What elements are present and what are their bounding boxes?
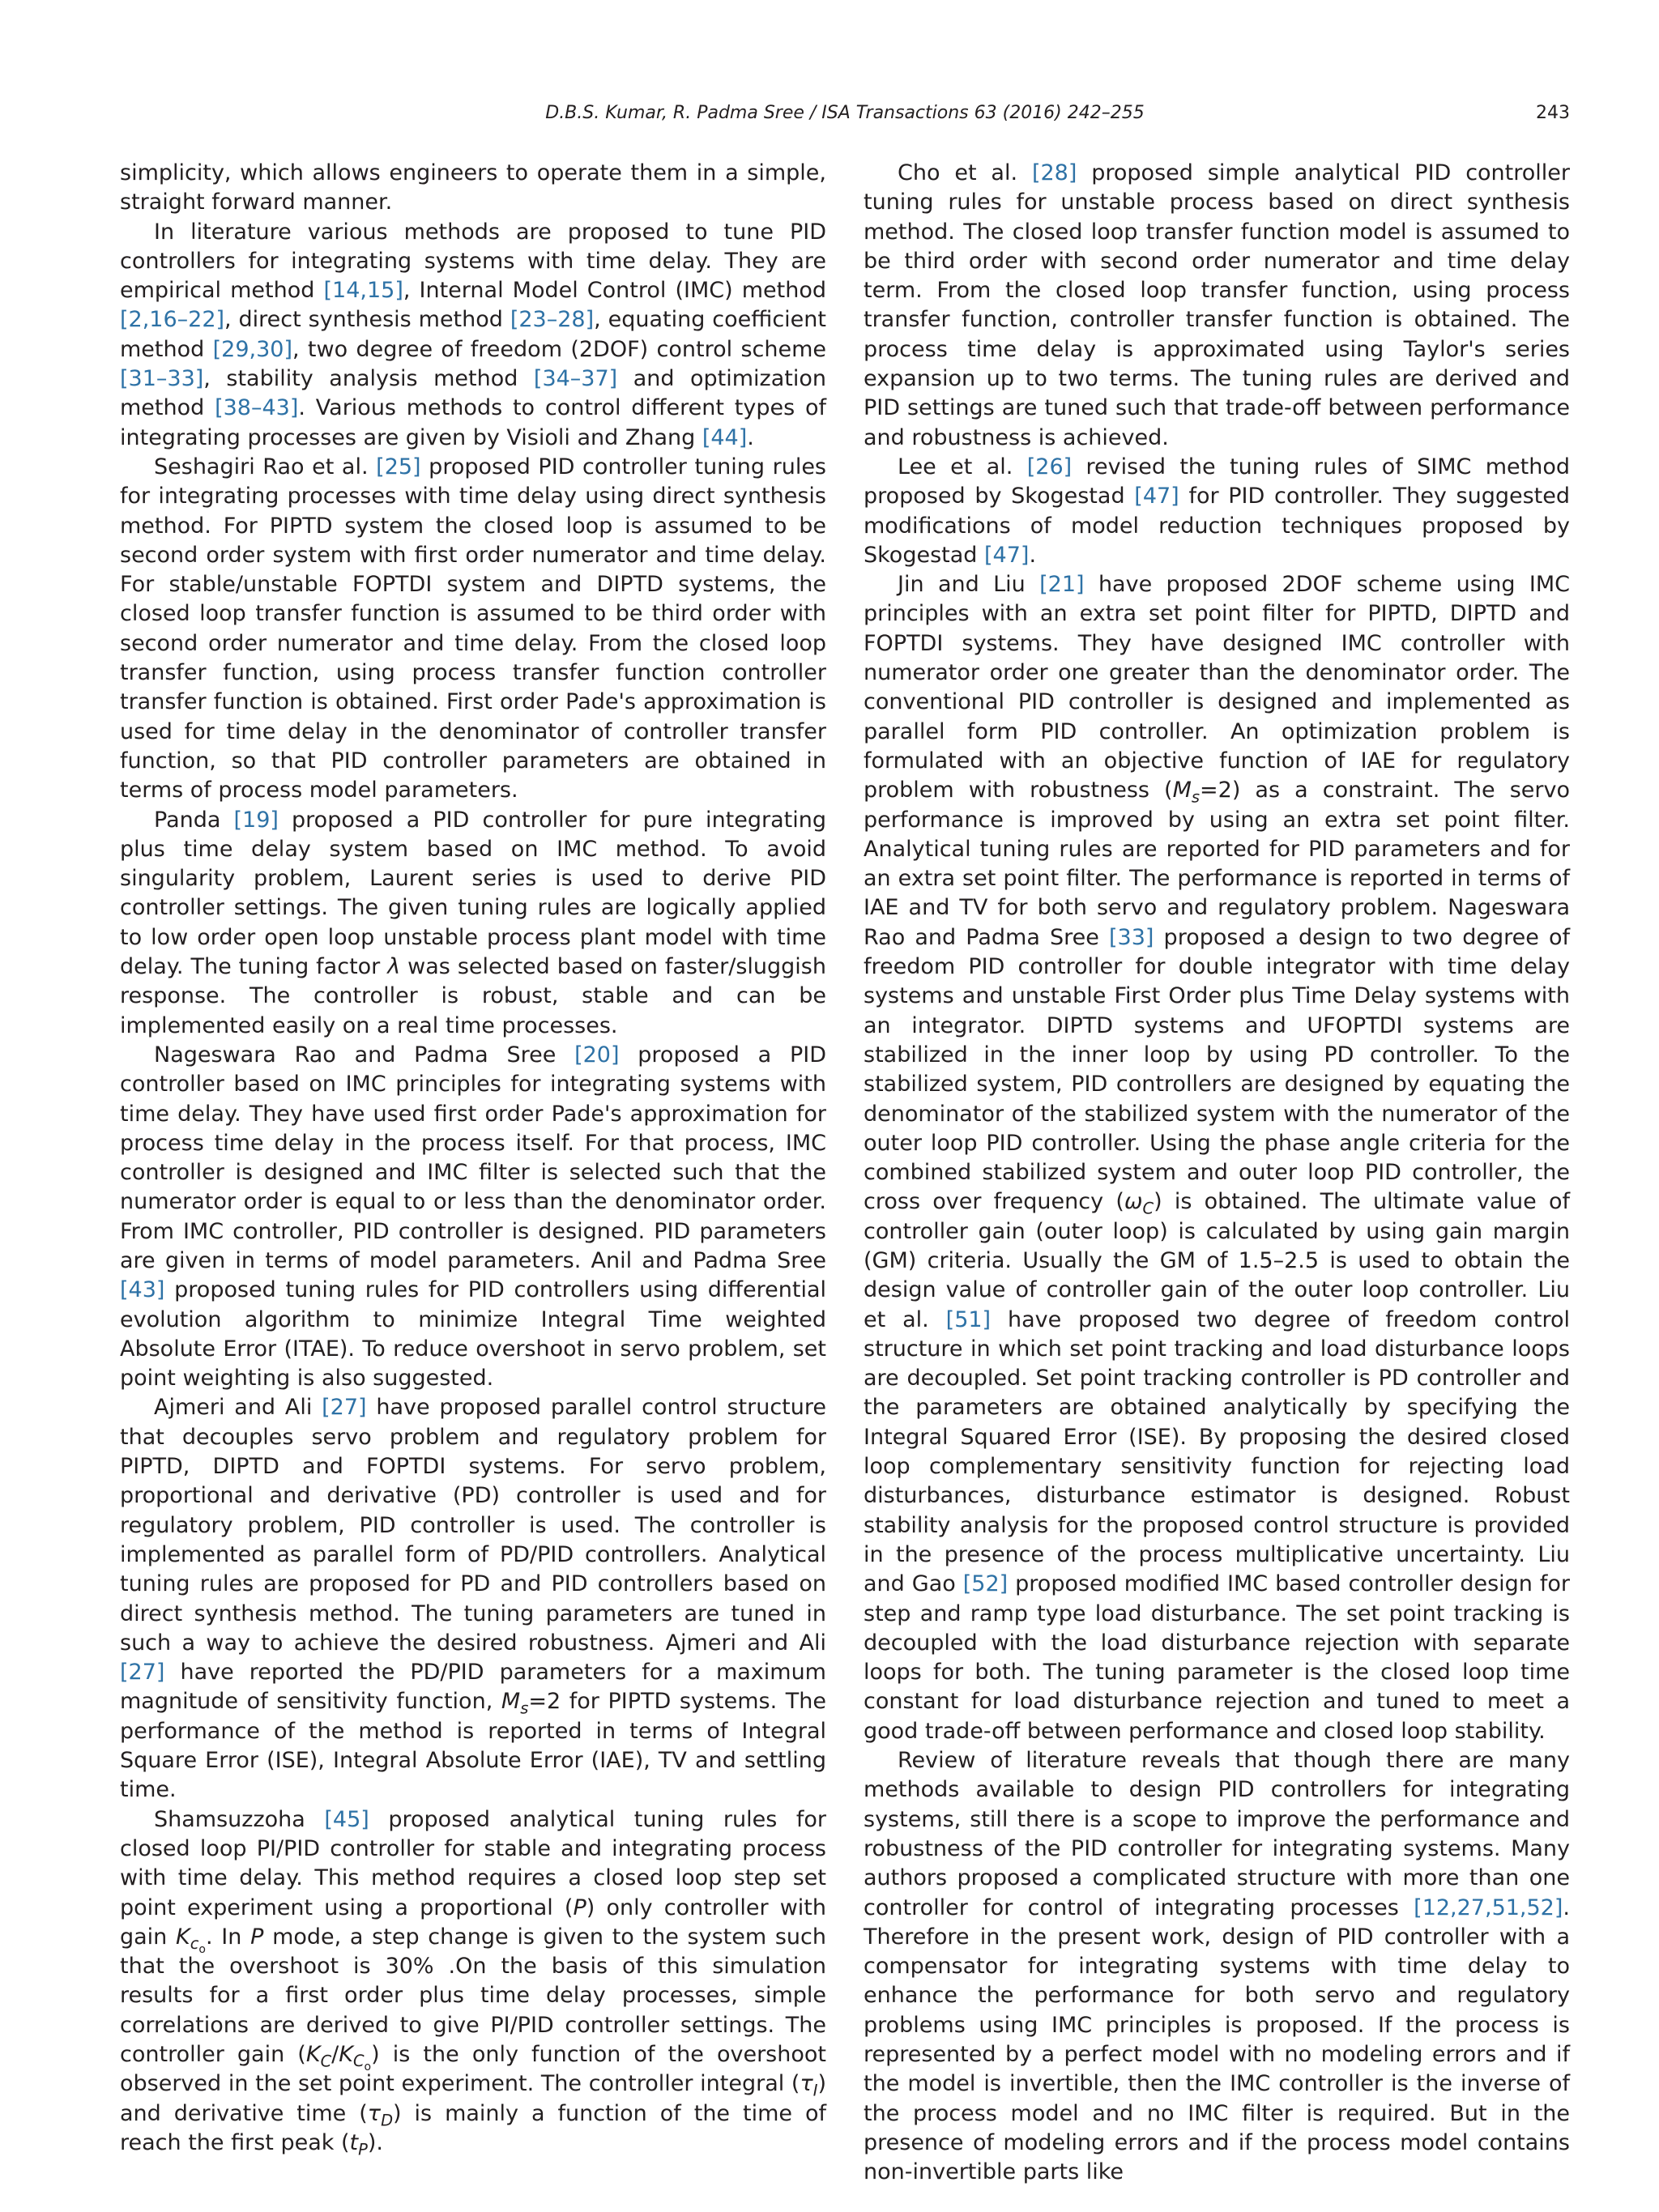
running-head <box>120 97 1570 130</box>
left-column <box>120 159 826 2158</box>
paragraph: In literature various methods are proposed to tune PID controllers for integrating systems with time delay. They are empirical method [14,15], Internal Model Control (IMC) method [2,16–22], direct synthesis method [23–28], equating coefficient method [29,30], two degree of freedom (2DOF) control scheme [31–33], stability analysis method [34–37] and optimization method [38–43]. Various methods to control different types of integrating processes are given by Visioli and Zhang [44]. <box>120 219 827 450</box>
paragraph: Cho et al. [28] proposed simple analytical PID controller tuning rules for unstable process based on direct synthesis method. The closed loop transfer function model is assumed to be third order with second order numerator and time delay term. From the closed loop transfer function, using process transfer function, controller transfer function is obtained. The process time delay is approximated using Taylor's series expansion up to two terms. The tuning rules are derived and PID settings are tuned such that trade-off between performance and robustness is achieved. <box>864 160 1570 450</box>
right-column <box>864 159 1570 2187</box>
page-number: 243 <box>1536 103 1570 123</box>
paragraph: Lee et al. [26] revised the tuning rules of SIMC method proposed by Skogestad [47] for PID controller. They suggested modifications of model reduction techniques proposed by Skogestad [47]. <box>864 454 1570 568</box>
paragraph: Shamsuzzoha [45] proposed analytical tuning rules for closed loop PI/PID controller for stable and integrating process with time delay. This method requires a closed loop step set point experiment using a proportional (P) only controller with gain $K_{c_o}$. In P mode, a step change is given to the system such that the overshoot is 30% .On the basis of this simulation results for a first order plus time delay processes, simple correlations are derived to give PI/PID controller settings. The controller gain $(K_C/K_{C_o})$ is the only function of the overshoot observed in the set point experiment. The controller integral $(\tau_I)$ and derivative time $(\tau_D)$ is mainly a function of the time of reach the first peak $(t_P)$. <box>120 1806 827 2159</box>
paragraph: Ajmeri and Ali [27] have proposed parallel control structure that decouples servo problem and regulatory problem for PIPTD, DIPTD and FOPTDI systems. For servo problem, proportional and derivative (PD) controller is used and for regulatory problem, PID controller is used. The controller is implemented as parallel form of PD/PID controllers. Analytical tuning rules are proposed for PD and PID controllers based on direct synthesis method. The tuning parameters are tuned in such a way to achieve the desired robustness. Ajmeri and Ali [27] have reported the PD/PID parameters for a maximum magnitude of sensitivity function, $M_s=2$ for PIPTD systems. The performance of the method is reported in terms of Integral Square Error (ISE), Integral Absolute Error (IAE), TV and settling time. <box>120 1395 826 1803</box>
paragraph: Review of literature reveals that though there are many methods available to design PID controllers for integrating systems, still there is a scope to improve the performance and robustness of the PID controller for integrating systems. Many authors proposed a complicated structure with more than one controller for control of integrating processes [12,27,51,52]. Therefore in the present work, design of PID controller with a compensator for integrating systems with time delay to enhance the performance for both servo and regulatory problems using IMC principles is proposed. If the process is represented by a perfect model with no modeling errors and if the model is invertible, then the IMC controller is the inverse of the process model and no IMC filter is required. But in the presence of modeling errors and if the process model contains non-invertible parts like <box>864 1748 1570 2185</box>
journal-reference: D.B.S. Kumar, R. Padma Sree / ISA Transactions 63 (2016) 242–255 <box>545 103 1145 123</box>
paragraph: Nageswara Rao and Padma Sree [20] proposed a PID controller based on IMC principles for integrating systems with time delay. They have used first order Pade's approximation for process time delay in the process itself. For that process, IMC controller is designed and IMC filter is selected such that the numerator order is equal to or less than the denominator order. From IMC controller, PID controller is designed. PID parameters are given in terms of model parameters. Anil and Padma Sree [43] proposed tuning rules for PID controllers using differential evolution algorithm to minimize Integral Time weighted Absolute Error (ITAE). To reduce overshoot in servo problem, set point weighting is also suggested. <box>120 1042 827 1392</box>
paragraph: simplicity, which allows engineers to operate them in a simple, straight forward manner. <box>120 160 826 215</box>
paragraph: Jin and Liu [21] have proposed 2DOF scheme using IMC principles with an extra set point filter for PIPTD, DIPTD and FOPTDI systems. They have designed IMC controller with numerator order one greater than the denominator order. The conventional PID controller is designed and implemented as parallel form PID controller. An optimization problem is formulated with an objective function of IAE for regulatory problem with robustness $(M_s=2)$ as a constraint. The servo performance is improved by using an extra set point filter. Analytical tuning rules are reported for PID parameters and for an extra set point filter. The performance is reported in terms of IAE and TV for both servo and regulatory problem. Nageswara Rao and Padma Sree [33] proposed a design to two degree of freedom PID controller for double integrator with time delay systems and unstable First Order plus Time Delay systems with an integrator. DIPTD systems and UFOPTDI systems are stabilized in the inner loop by using PD controller. To the stabilized system, PID controllers are designed by equating the denominator of the stabilized system with the numerator of the outer loop PID controller. Using the phase angle criteria for the combined stabilized system and outer loop PID controller, the cross over frequency $(\omega_C)$ is obtained. The ultimate value of controller gain (outer loop) is calculated by using gain margin (GM) criteria. Usually the GM of 1.5–2.5 is used to obtain the design value of controller gain of the outer loop controller. Liu et al. [51] have proposed two degree of freedom control structure in which set point tracking and load disturbance loops are decoupled. Set point tracking controller is PD controller and the parameters are obtained analytically by specifying the Integral Squared Error (ISE). By proposing the desired closed loop complementary sensitivity function for rejecting load disturbances, disturbance estimator is designed. Robust stability analysis for the proposed control structure is provided in the presence of the process multiplicative uncertainty. Liu and Gao [52] proposed modified IMC based controller design for step and ramp type load disturbance. The set point tracking is decoupled with the load disturbance rejection with separate loops for both. The tuning parameter is the closed loop time constant for load disturbance rejection and tuned to meet a good trade-off between performance and closed loop stability. <box>864 572 1571 1744</box>
paragraph: Panda [19] proposed a PID controller for pure integrating plus time delay system based on IMC method. To avoid singularity problem, Laurent series is used to derive PID controller settings. The given tuning rules are logically applied to low order open loop unstable process plant model with time delay. The tuning factor λ was selected based on faster/sluggish response. The controller is robust, stable and can be implemented easily on a real time processes. <box>120 807 826 1038</box>
paragraph: Seshagiri Rao et al. [25] proposed PID controller tuning rules for integrating processes with time delay using direct synthesis method. For PIPTD system the closed loop is assumed to be second order system with first order numerator and time delay. For stable/unstable FOPTDI system and DIPTD systems, the closed loop transfer function is assumed to be third order with second order numerator and time delay. From the closed loop transfer function, using process transfer function controller transfer function is obtained. First order Pade's approximation is used for time delay in the denominator of controller transfer function, so that PID controller parameters are obtained in terms of process model parameters. <box>120 454 826 803</box>
